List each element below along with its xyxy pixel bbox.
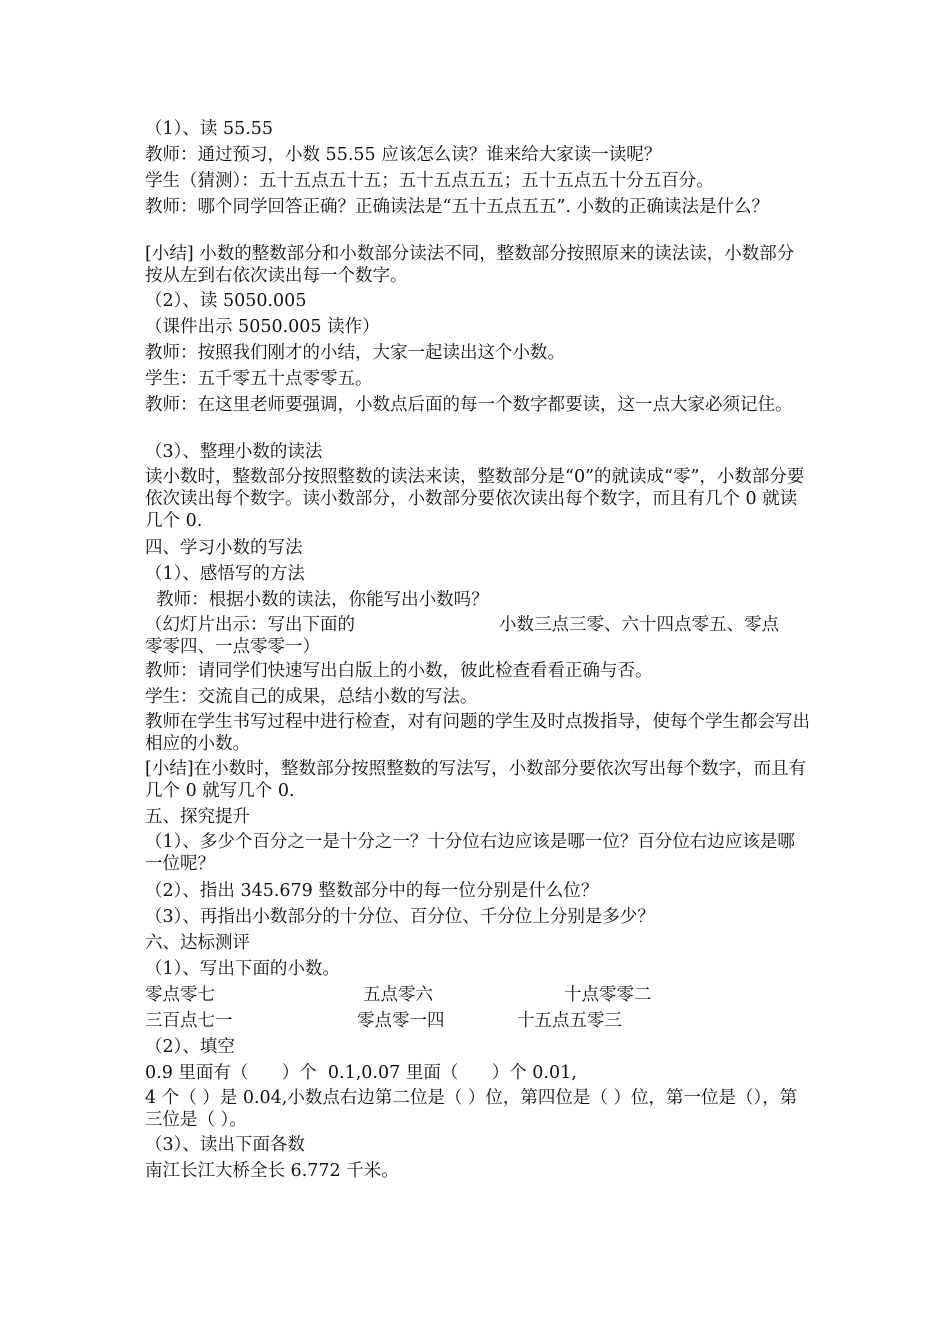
exercise-item: 三百点七一 xyxy=(145,1011,233,1031)
paragraph: 0.9 里面有（ ）个 0.1,0.07 里面（ ）个 0.01, xyxy=(145,1063,577,1083)
paragraph: 学生（猜测）：五十五点五十五；五十五点五五；五十五点五十分五百分。 xyxy=(145,171,714,191)
paragraph: 小数三点三零、六十四点零五、零点 xyxy=(499,615,779,635)
paragraph: 4 个（ ）是 0.04,小数点右边第二位是（ ）位，第四位是（ ）位，第一位是（），第三位是（ ）。 xyxy=(145,1088,798,1130)
paragraph: 读小数时，整数部分按照整数的读法来读，整数部分是“0”的就读成“零”，小数部分要依次读出每个数字。读小数部分，小数部分要依次读出每个数字，而且有几个 0 就读几个 0. xyxy=(145,467,805,531)
section-heading: （2）、读 5050.005 xyxy=(145,291,307,311)
paragraph: 教师：请同学们快速写出白版上的小数，彼此检查看看正确与否。 xyxy=(145,661,653,681)
paragraph: 学生：五千零五十点零零五。 xyxy=(145,369,373,389)
exercise-item: 十点零零二 xyxy=(564,985,652,1005)
paragraph: 学生：交流自己的成果，总结小数的写法。 xyxy=(145,687,478,707)
paragraph: （幻灯片出示：写出下面的 xyxy=(145,615,355,635)
section-heading: （1）、读 55.55 xyxy=(145,119,274,139)
exercise-item: 零点零一四 xyxy=(357,1011,445,1031)
summary-paragraph: [小结] 小数的整数部分和小数部分读法不同，整数部分按照原来的读法读，小数部分按从左到右依次读出每一个数字。 xyxy=(145,244,795,286)
paragraph: 教师：通过预习，小数 55.55 应该怎么读？谁来给大家读一读呢？ xyxy=(145,145,662,165)
section-heading: （1）、写出下面的小数。 xyxy=(145,959,340,979)
exercise-item: 零点零七 xyxy=(145,985,215,1005)
paragraph: 教师：根据小数的读法，你能写出小数吗？ xyxy=(145,590,489,610)
paragraph: 教师：按照我们刚才的小结，大家一起读出这个小数。 xyxy=(145,343,565,363)
paragraph: 教师：在这里老师要强调，小数点后面的每一个数字都要读，这一点大家必须记住。 xyxy=(145,395,793,415)
section-heading: （3）、读出下面各数 xyxy=(145,1135,305,1155)
paragraph: 零零四、一点零零一） xyxy=(145,637,320,657)
section-heading: 五、探究提升 xyxy=(145,807,250,827)
exercise-item: 十五点五零三 xyxy=(517,1011,622,1031)
section-heading: 六、达标测评 xyxy=(145,933,250,953)
section-heading: （2）、填空 xyxy=(145,1037,235,1057)
paragraph: 教师：哪个同学回答正确？正确读法是“五十五点五五”. 小数的正确读法是什么？ xyxy=(145,197,770,217)
exercise-item: 五点零六 xyxy=(363,985,433,1005)
paragraph: （3）、再指出小数部分的十分位、百分位、千分位上分别是多少？ xyxy=(145,907,655,927)
section-heading: （1）、感悟写的方法 xyxy=(145,564,305,584)
paragraph: （1）、多少个百分之一是十分之一？十分位右边应该是哪一位？百分位右边应该是哪一位呢？ xyxy=(145,832,795,874)
paragraph: （2）、指出 345.679 整数部分中的每一位分别是什么位？ xyxy=(145,881,599,901)
paragraph: 教师在学生书写过程中进行检查，对有问题的学生及时点拨指导，使每个学生都会写出相应的小数。 xyxy=(145,712,810,754)
paragraph: 南江长江大桥全长 6.772 千米。 xyxy=(145,1161,399,1181)
section-heading: （3）、整理小数的读法 xyxy=(145,442,323,462)
paragraph: （课件出示 5050.005 读作） xyxy=(145,317,380,337)
summary-paragraph: [小结]在小数时，整数部分按照整数的写法写，小数部分要依次写出每个数字，而且有几个 0 就写几个 0. xyxy=(145,759,807,801)
section-heading: 四、学习小数的写法 xyxy=(145,538,303,558)
